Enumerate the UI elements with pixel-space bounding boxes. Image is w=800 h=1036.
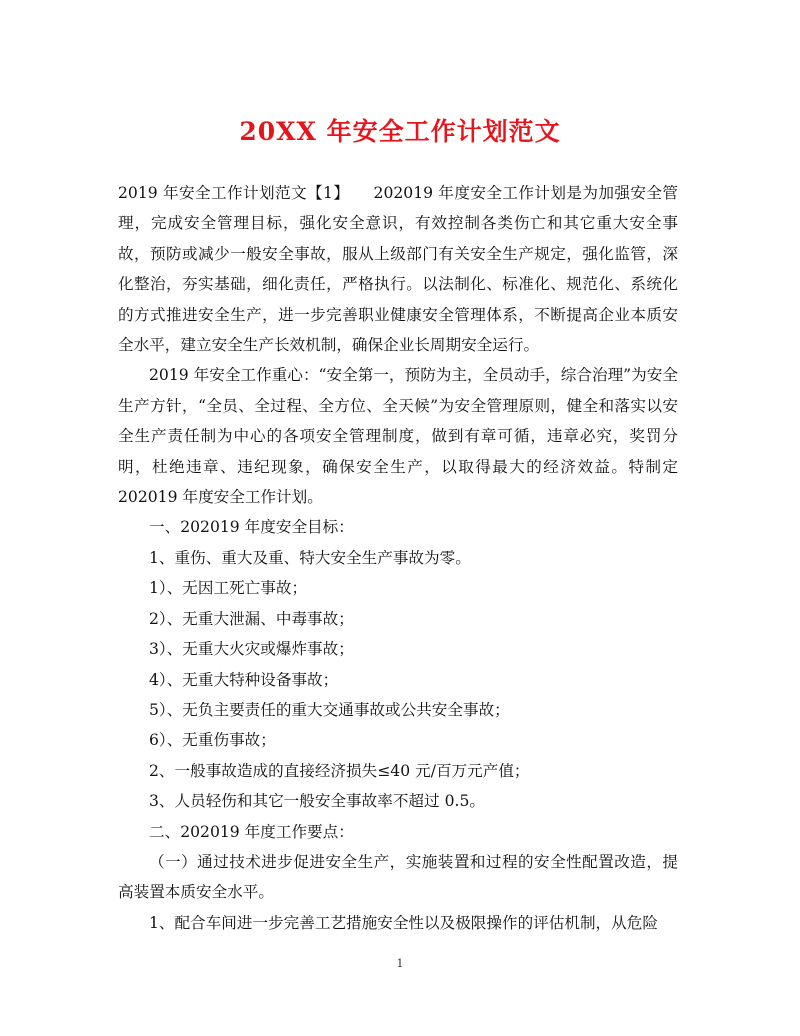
list-item: （一）通过技术进步促进安全生产，实施装置和过程的安全性配置改造，提高装置本质安全水平。 xyxy=(118,852,678,902)
list-item: 6）、无重伤事故； xyxy=(149,731,276,750)
list-item: 1）、无因工死亡事故； xyxy=(149,579,308,598)
section-heading-work-points: 二、202019 年度工作要点： xyxy=(149,822,354,841)
paragraph-intro: 2019 年安全工作计划范文【1】 202019 年度安全工作计划是为加强安全管理，完成安全管理目标，强化安全意识，有效控制各类伤亡和其它重大安全事故，预防或减少一般安全事故，服从上级部门有关安全生产规定，强化监管，深化整治，夯实基础，细化责任，严格执行。以法制化、标准化、规范化、系统化的方式推进安全生产，进一步完善职业健康安全管理体系，不断提高企业本质安全水平，建立安全生产长效机制，确保企业长周期安全运行。 xyxy=(118,184,678,355)
document-title: 20XX 年安全工作计划范文 xyxy=(239,117,561,146)
list-item: 2、一般事故造成的直接经济损失≤40 元/百万元产值； xyxy=(149,761,530,780)
list-item: 5）、无负主要责任的重大交通事故或公共安全事故； xyxy=(149,700,510,719)
list-item: 1、配合车间进一步完善工艺措施安全性以及极限操作的评估机制，从危险 xyxy=(149,913,658,932)
list-item: 2）、无重大泄漏、中毒事故； xyxy=(149,609,354,628)
list-item: 1、重伤、重大及重、特大安全生产事故为零。 xyxy=(149,548,471,567)
paragraph-focus: 2019 年安全工作重心：“安全第一，预防为主，全员动手，综合治理”为安全生产方针，“全员、全过程、全方位、全天候”为安全管理原则，健全和落实以安全生产责任制为中心的各项安全管理制度，做到有章可循，违章必究，奖罚分明，杜绝违章、违纪现象，确保安全生产，以取得最大的经济效益。特制定 202019 年度安全工作计划。 xyxy=(118,366,678,507)
list-item: 3）、无重大火灾或爆炸事故； xyxy=(149,640,354,659)
section-heading-goals: 一、202019 年度安全目标： xyxy=(149,518,354,537)
page-number: 1 xyxy=(396,957,404,970)
list-item: 3、人员轻伤和其它一般安全事故率不超过 0.5。 xyxy=(149,792,485,811)
document-body xyxy=(118,178,678,938)
list-item: 4）、无重大特种设备事故； xyxy=(149,670,339,689)
